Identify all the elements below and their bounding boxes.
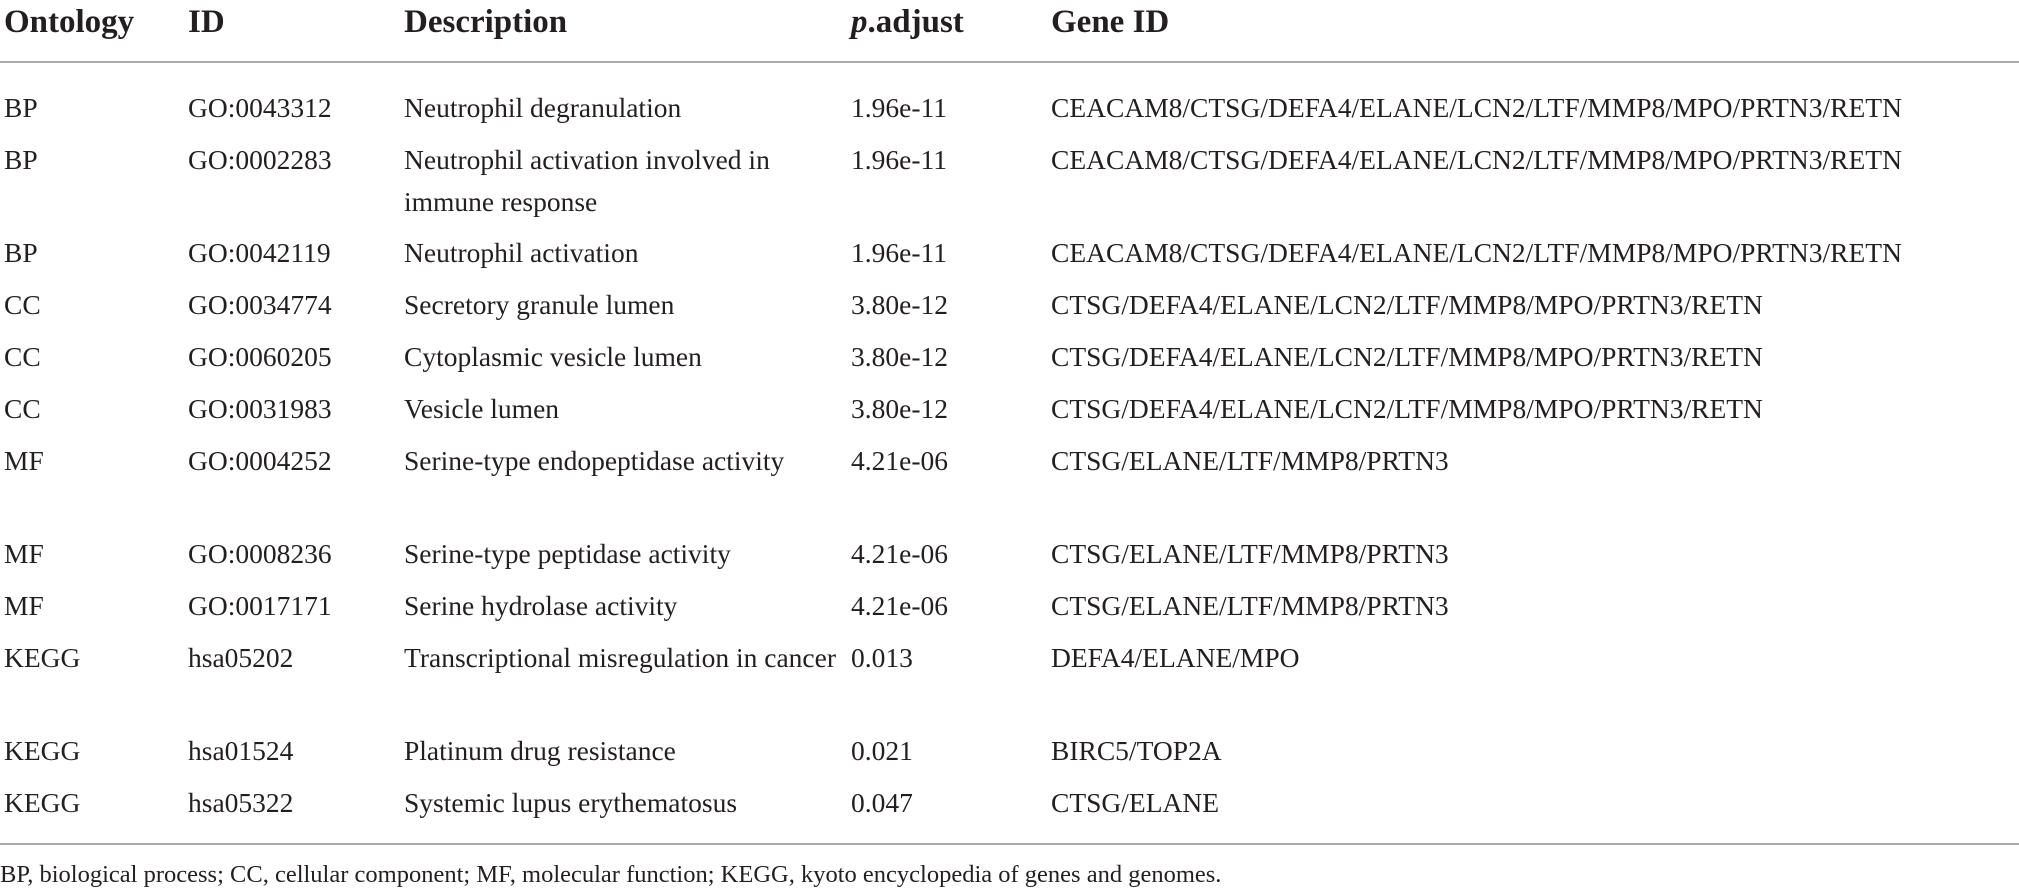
cell-genes: CTSG/ELANE [1051, 787, 1220, 818]
cell-padjust: 0.021 [851, 735, 913, 766]
cell-id: GO:0004252 [188, 445, 332, 476]
cell-padjust: 3.80e-12 [851, 341, 948, 372]
cell-genes: CTSG/DEFA4/ELANE/LCN2/LTF/MMP8/MPO/PRTN3/RETN [1051, 341, 1763, 372]
cell-description: Systemic lupus erythematosus [404, 787, 738, 818]
cell-padjust: 1.96e-11 [851, 237, 947, 268]
cell-id: GO:0017171 [188, 590, 332, 621]
header-description: Description [404, 4, 568, 40]
header-gene-id: Gene ID [1051, 4, 1170, 40]
cell-ontology: MF [4, 590, 44, 621]
header-ontology: Ontology [4, 4, 135, 40]
footer-rule [0, 843, 2019, 845]
cell-id: GO:0034774 [188, 289, 332, 320]
cell-ontology: CC [4, 341, 41, 372]
cell-genes: BIRC5/TOP2A [1051, 735, 1222, 766]
header-padjust [851, 0, 964, 44]
cell-description: Serine hydrolase activity [404, 590, 678, 621]
cell-padjust: 1.96e-11 [851, 92, 947, 123]
cell-genes: CTSG/ELANE/LTF/MMP8/PRTN3 [1051, 445, 1449, 476]
cell-description: Neutrophil activation involved in immune response [404, 144, 770, 217]
cell-padjust: 0.013 [851, 642, 913, 673]
cell-id: hsa01524 [188, 735, 294, 766]
cell-id: GO:0042119 [188, 237, 331, 268]
header-padjust-italic: p [851, 4, 868, 40]
cell-padjust: 4.21e-06 [851, 445, 948, 476]
cell-ontology: BP [4, 237, 38, 268]
cell-description: Neutrophil activation [404, 237, 639, 268]
cell-padjust: 4.21e-06 [851, 590, 948, 621]
cell-id: hsa05202 [188, 642, 294, 673]
cell-genes: CTSG/ELANE/LTF/MMP8/PRTN3 [1051, 538, 1449, 569]
cell-padjust: 1.96e-11 [851, 144, 947, 175]
cell-description: Transcriptional misregulation in cancer [404, 642, 836, 673]
cell-ontology: BP [4, 144, 38, 175]
cell-id: GO:0002283 [188, 144, 332, 175]
table-footnote: BP, biological process; CC, cellular component; MF, molecular function; KEGG, kyoto encyclopedia of genes and genomes. [0, 861, 1222, 888]
cell-ontology: CC [4, 393, 41, 424]
cell-id: hsa05322 [188, 787, 294, 818]
cell-description: Neutrophil degranulation [404, 92, 682, 123]
cell-padjust: 3.80e-12 [851, 393, 948, 424]
cell-genes: CTSG/DEFA4/ELANE/LCN2/LTF/MMP8/MPO/PRTN3/RETN [1051, 289, 1763, 320]
cell-description: Secretory granule lumen [404, 289, 675, 320]
cell-ontology: CC [4, 289, 41, 320]
cell-ontology: MF [4, 445, 44, 476]
cell-genes: CEACAM8/CTSG/DEFA4/ELANE/LCN2/LTF/MMP8/MPO/PRTN3/RETN [1051, 237, 1902, 268]
cell-ontology: KEGG [4, 642, 81, 673]
cell-padjust: 4.21e-06 [851, 538, 948, 569]
cell-genes: CEACAM8/CTSG/DEFA4/ELANE/LCN2/LTF/MMP8/MPO/PRTN3/RETN [1051, 92, 1902, 123]
cell-ontology: MF [4, 538, 44, 569]
cell-id: GO:0043312 [188, 92, 332, 123]
cell-padjust: 3.80e-12 [851, 289, 948, 320]
cell-description: Platinum drug resistance [404, 735, 676, 766]
cell-genes: CEACAM8/CTSG/DEFA4/ELANE/LCN2/LTF/MMP8/MPO/PRTN3/RETN [1051, 144, 1902, 175]
cell-description: Serine-type peptidase activity [404, 538, 731, 569]
cell-id: GO:0031983 [188, 393, 332, 424]
cell-genes: DEFA4/ELANE/MPO [1051, 642, 1300, 673]
cell-id: GO:0008236 [188, 538, 332, 569]
cell-ontology: KEGG [4, 787, 81, 818]
cell-genes: CTSG/DEFA4/ELANE/LCN2/LTF/MMP8/MPO/PRTN3/RETN [1051, 393, 1763, 424]
cell-description: Serine-type endopeptidase activity [404, 445, 785, 476]
header-padjust-rest: .adjust [867, 4, 964, 40]
header-rule [0, 61, 2019, 63]
cell-ontology: KEGG [4, 735, 81, 766]
cell-id: GO:0060205 [188, 341, 332, 372]
cell-ontology: BP [4, 92, 38, 123]
cell-genes: CTSG/ELANE/LTF/MMP8/PRTN3 [1051, 590, 1449, 621]
cell-padjust: 0.047 [851, 787, 913, 818]
cell-description: Cytoplasmic vesicle lumen [404, 341, 702, 372]
cell-description: Vesicle lumen [404, 393, 560, 424]
header-id: ID [188, 4, 225, 40]
